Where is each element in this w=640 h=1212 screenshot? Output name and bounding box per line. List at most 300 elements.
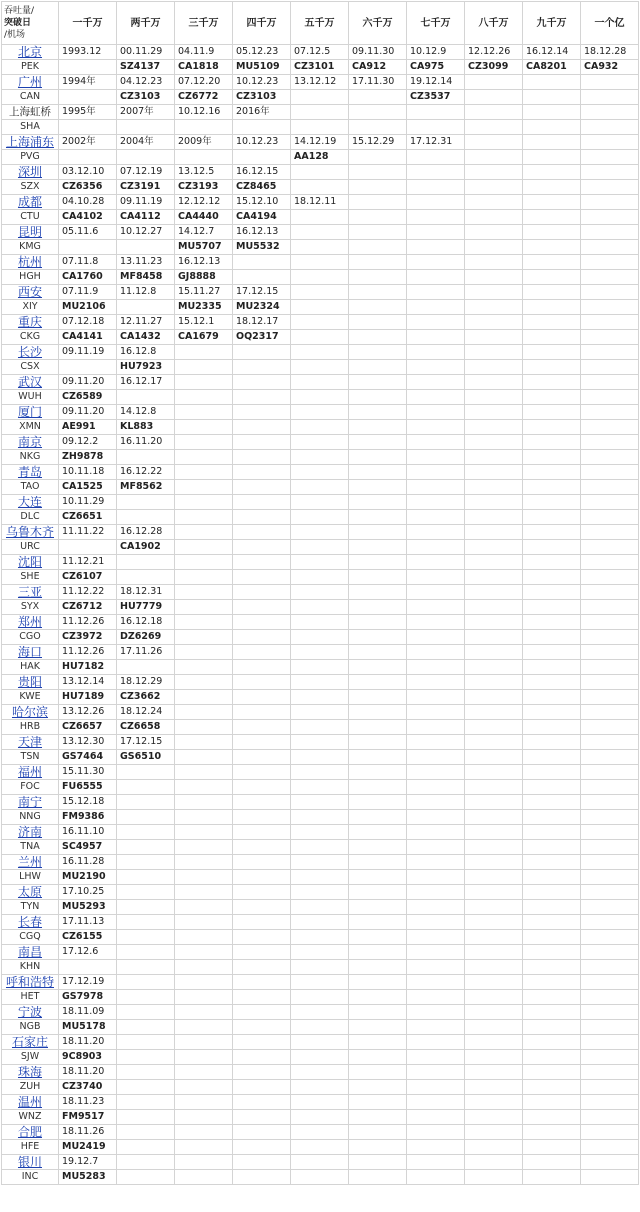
milestone-flight-cell <box>523 690 581 705</box>
milestone-flight-cell <box>175 600 233 615</box>
milestone-date-cell: 13.12.14 <box>59 675 117 690</box>
milestone-date-cell <box>465 1065 523 1080</box>
milestone-flight-cell <box>349 210 407 225</box>
column-header: 八千万 <box>465 2 523 45</box>
milestone-flight-cell <box>175 1110 233 1125</box>
milestone-date-cell <box>175 945 233 960</box>
milestone-date-cell <box>175 705 233 720</box>
milestone-date-cell <box>175 555 233 570</box>
milestone-date-cell <box>291 585 349 600</box>
milestone-flight-cell <box>465 120 523 135</box>
milestone-flight-cell <box>117 120 175 135</box>
milestone-flight-cell <box>407 840 465 855</box>
milestone-flight-cell <box>465 1110 523 1125</box>
table-row-flights <box>2 1020 639 1035</box>
milestone-date-cell <box>233 375 291 390</box>
milestone-flight-cell <box>175 690 233 705</box>
milestone-flight-cell <box>291 1020 349 1035</box>
milestone-flight-cell <box>523 540 581 555</box>
milestone-date-cell <box>349 585 407 600</box>
milestone-date-cell <box>291 165 349 180</box>
milestone-date-cell: 04.11.9 <box>175 45 233 60</box>
milestone-date-cell: 15.12.1 <box>175 315 233 330</box>
milestone-date-cell: 14.12.7 <box>175 225 233 240</box>
milestone-flight-cell <box>349 720 407 735</box>
airport-city-link[interactable]: 石家庄 <box>2 1035 59 1050</box>
corner-header <box>2 2 59 45</box>
milestone-flight-cell <box>291 270 349 285</box>
table-row-dates <box>2 465 639 480</box>
airport-code: INC <box>2 1170 59 1185</box>
milestone-flight-cell <box>523 720 581 735</box>
airport-code: HFE <box>2 1140 59 1155</box>
table-row-dates <box>2 645 639 660</box>
milestone-date-cell <box>117 855 175 870</box>
milestone-flight-cell <box>581 150 639 165</box>
milestone-flight-cell <box>407 1170 465 1185</box>
milestone-flight-cell <box>407 900 465 915</box>
milestone-date-cell: 18.11.23 <box>59 1095 117 1110</box>
milestone-date-cell: 13.12.26 <box>59 705 117 720</box>
milestone-date-cell: 12.11.27 <box>117 315 175 330</box>
airport-city-link[interactable]: 哈尔滨 <box>2 705 59 720</box>
table-row-flights <box>2 210 639 225</box>
milestone-date-cell <box>349 1065 407 1080</box>
milestone-flight-cell <box>349 1080 407 1095</box>
milestone-flight-cell <box>233 1080 291 1095</box>
milestone-flight-cell <box>523 840 581 855</box>
milestone-date-cell <box>407 1155 465 1170</box>
milestone-flight-cell <box>59 360 117 375</box>
airport-city-link[interactable]: 兰州 <box>2 855 59 870</box>
milestone-flight-cell: CZ3101 <box>291 60 349 75</box>
airport-city-link[interactable]: 贵阳 <box>2 675 59 690</box>
milestone-flight-cell <box>465 810 523 825</box>
milestone-flight-cell <box>407 1140 465 1155</box>
table-row-dates <box>2 1125 639 1140</box>
milestone-flight-cell <box>175 660 233 675</box>
airport-city-link[interactable]: 太原 <box>2 885 59 900</box>
milestone-date-cell <box>291 465 349 480</box>
milestone-date-cell <box>465 135 523 150</box>
milestone-date-cell <box>233 1005 291 1020</box>
milestone-flight-cell <box>175 1140 233 1155</box>
milestone-flight-cell <box>465 210 523 225</box>
milestone-flight-cell <box>291 810 349 825</box>
milestone-flight-cell <box>407 660 465 675</box>
milestone-date-cell <box>233 465 291 480</box>
milestone-flight-cell <box>581 330 639 345</box>
table-row-flights <box>2 360 639 375</box>
milestone-flight-cell <box>523 1140 581 1155</box>
milestone-flight-cell <box>291 1140 349 1155</box>
airport-city-link[interactable]: 宁波 <box>2 1005 59 1020</box>
milestone-flight-cell: CA1679 <box>175 330 233 345</box>
table-row-flights <box>2 480 639 495</box>
milestone-flight-cell <box>523 420 581 435</box>
table-row-dates <box>2 195 639 210</box>
milestone-flight-cell: MU2419 <box>59 1140 117 1155</box>
airport-city-link[interactable]: 重庆 <box>2 315 59 330</box>
airport-city-link[interactable]: 济南 <box>2 825 59 840</box>
milestone-flight-cell <box>233 960 291 975</box>
milestone-date-cell <box>349 405 407 420</box>
airport-code: HAK <box>2 660 59 675</box>
milestone-date-cell <box>465 1125 523 1140</box>
milestone-date-cell: 18.12.29 <box>117 675 175 690</box>
milestone-date-cell: 1993.12 <box>59 45 117 60</box>
milestone-date-cell <box>523 105 581 120</box>
milestone-flight-cell <box>233 690 291 705</box>
airport-city-link[interactable]: 南昌 <box>2 945 59 960</box>
milestone-date-cell: 10.12.9 <box>407 45 465 60</box>
airport-code: XIY <box>2 300 59 315</box>
milestone-flight-cell <box>465 450 523 465</box>
milestone-date-cell <box>233 435 291 450</box>
milestone-flight-cell <box>291 510 349 525</box>
milestone-flight-cell: CZ6712 <box>59 600 117 615</box>
milestone-flight-cell <box>117 390 175 405</box>
milestone-flight-cell <box>407 1110 465 1125</box>
airport-code: PVG <box>2 150 59 165</box>
milestone-flight-cell <box>465 510 523 525</box>
milestone-flight-cell <box>581 1020 639 1035</box>
milestone-date-cell: 15.11.30 <box>59 765 117 780</box>
airport-city-link[interactable]: 南宁 <box>2 795 59 810</box>
airport-city-link[interactable]: 银川 <box>2 1155 59 1170</box>
milestone-flight-cell <box>291 720 349 735</box>
milestone-flight-cell: CA4440 <box>175 210 233 225</box>
airport-city-link[interactable]: 昆明 <box>2 225 59 240</box>
milestone-flight-cell <box>291 630 349 645</box>
milestone-flight-cell <box>581 630 639 645</box>
milestone-flight-cell: CA1902 <box>117 540 175 555</box>
milestone-date-cell <box>407 1095 465 1110</box>
milestone-flight-cell: MU5293 <box>59 900 117 915</box>
milestone-date-cell: 17.12.31 <box>407 135 465 150</box>
airport-city-link[interactable]: 成都 <box>2 195 59 210</box>
airport-code: TNA <box>2 840 59 855</box>
milestone-flight-cell <box>407 810 465 825</box>
milestone-flight-cell <box>349 150 407 165</box>
milestone-flight-cell <box>175 930 233 945</box>
milestone-date-cell <box>581 645 639 660</box>
milestone-date-cell: 09.12.2 <box>59 435 117 450</box>
airport-city-link[interactable]: 郑州 <box>2 615 59 630</box>
milestone-flight-cell: GS7464 <box>59 750 117 765</box>
milestone-flight-cell <box>349 780 407 795</box>
airport-city-link[interactable]: 武汉 <box>2 375 59 390</box>
milestone-flight-cell <box>233 540 291 555</box>
table-row-dates <box>2 1155 639 1170</box>
milestone-date-cell <box>465 345 523 360</box>
milestone-date-cell <box>175 615 233 630</box>
milestone-flight-cell <box>291 120 349 135</box>
milestone-date-cell <box>465 165 523 180</box>
table-row-flights <box>2 630 639 645</box>
airport-code: HET <box>2 990 59 1005</box>
milestone-flight-cell <box>349 840 407 855</box>
milestone-flight-cell <box>349 690 407 705</box>
milestone-flight-cell: CZ6155 <box>59 930 117 945</box>
milestone-flight-cell <box>465 390 523 405</box>
milestone-date-cell <box>407 495 465 510</box>
milestone-flight-cell <box>465 840 523 855</box>
milestone-flight-cell <box>407 1020 465 1035</box>
milestone-flight-cell <box>523 870 581 885</box>
milestone-flight-cell <box>175 450 233 465</box>
milestone-date-cell: 15.12.18 <box>59 795 117 810</box>
milestone-date-cell <box>233 345 291 360</box>
milestone-flight-cell <box>233 990 291 1005</box>
airport-city-link[interactable]: 乌鲁木齐 <box>2 525 59 540</box>
milestone-date-cell <box>581 315 639 330</box>
milestone-date-cell <box>523 345 581 360</box>
airport-code: CAN <box>2 90 59 105</box>
milestone-flight-cell <box>117 660 175 675</box>
milestone-flight-cell <box>349 1020 407 1035</box>
airport-city-link: 上海虹桥 <box>2 105 59 120</box>
milestone-flight-cell <box>407 150 465 165</box>
milestone-flight-cell: 9C8903 <box>59 1050 117 1065</box>
milestone-date-cell <box>407 435 465 450</box>
table-row-dates <box>2 1095 639 1110</box>
milestone-flight-cell <box>465 480 523 495</box>
milestone-date-cell <box>233 1065 291 1080</box>
table-row-dates <box>2 735 639 750</box>
airport-city-link[interactable]: 厦门 <box>2 405 59 420</box>
milestone-flight-cell <box>233 900 291 915</box>
milestone-date-cell <box>349 975 407 990</box>
milestone-flight-cell <box>523 930 581 945</box>
airport-code: FOC <box>2 780 59 795</box>
airport-city-link[interactable]: 深圳 <box>2 165 59 180</box>
table-row-flights <box>2 570 639 585</box>
milestone-flight-cell <box>349 930 407 945</box>
milestone-flight-cell: CA1525 <box>59 480 117 495</box>
milestone-date-cell <box>175 1035 233 1050</box>
airport-city-link[interactable]: 长沙 <box>2 345 59 360</box>
airport-city-link[interactable]: 天津 <box>2 735 59 750</box>
milestone-date-cell <box>233 585 291 600</box>
table-row-dates <box>2 315 639 330</box>
airport-city-link[interactable]: 青岛 <box>2 465 59 480</box>
milestone-date-cell <box>117 1065 175 1080</box>
milestone-date-cell <box>465 495 523 510</box>
milestone-flight-cell <box>117 510 175 525</box>
milestone-flight-cell <box>117 1050 175 1065</box>
milestone-flight-cell: MU5109 <box>233 60 291 75</box>
milestone-flight-cell <box>407 330 465 345</box>
milestone-flight-cell <box>117 1020 175 1035</box>
milestone-date-cell <box>523 975 581 990</box>
milestone-flight-cell <box>523 510 581 525</box>
milestone-date-cell <box>233 975 291 990</box>
milestone-flight-cell <box>581 540 639 555</box>
airport-city-link[interactable]: 南京 <box>2 435 59 450</box>
milestone-date-cell <box>349 525 407 540</box>
airport-city-link[interactable]: 合肥 <box>2 1125 59 1140</box>
milestone-date-cell: 09.11.20 <box>59 375 117 390</box>
milestone-date-cell <box>407 465 465 480</box>
milestone-date-cell <box>523 1035 581 1050</box>
milestone-flight-cell: CA8201 <box>523 60 581 75</box>
milestone-date-cell <box>581 1155 639 1170</box>
milestone-flight-cell <box>175 750 233 765</box>
table-row-dates <box>2 225 639 240</box>
milestone-flight-cell <box>407 120 465 135</box>
table-row-flights <box>2 180 639 195</box>
milestone-flight-cell: CA932 <box>581 60 639 75</box>
milestone-date-cell <box>117 1155 175 1170</box>
milestone-date-cell <box>349 615 407 630</box>
milestone-flight-cell <box>581 570 639 585</box>
airport-city-link[interactable]: 温州 <box>2 1095 59 1110</box>
milestone-date-cell: 07.12.20 <box>175 75 233 90</box>
milestone-date-cell: 16.11.20 <box>117 435 175 450</box>
milestone-date-cell <box>233 885 291 900</box>
airport-city-link[interactable]: 呼和浩特 <box>2 975 59 990</box>
milestone-date-cell <box>175 465 233 480</box>
airport-city-link[interactable]: 广州 <box>2 75 59 90</box>
milestone-flight-cell: GJ8888 <box>175 270 233 285</box>
milestone-flight-cell <box>407 930 465 945</box>
airport-code: HRB <box>2 720 59 735</box>
milestone-date-cell <box>233 645 291 660</box>
milestone-flight-cell <box>581 810 639 825</box>
milestone-flight-cell: CZ6657 <box>59 720 117 735</box>
milestone-date-cell: 13.12.30 <box>59 735 117 750</box>
milestone-date-cell <box>175 855 233 870</box>
airport-city-link[interactable]: 珠海 <box>2 1065 59 1080</box>
milestone-flight-cell <box>581 1050 639 1065</box>
milestone-date-cell <box>581 885 639 900</box>
table-row-flights <box>2 240 639 255</box>
milestone-flight-cell: CZ6772 <box>175 90 233 105</box>
milestone-flight-cell <box>523 780 581 795</box>
milestone-flight-cell <box>349 540 407 555</box>
milestone-flight-cell <box>523 1110 581 1125</box>
milestone-flight-cell <box>291 420 349 435</box>
milestone-date-cell <box>233 675 291 690</box>
milestone-flight-cell <box>465 300 523 315</box>
milestone-flight-cell <box>581 930 639 945</box>
milestone-date-cell <box>291 435 349 450</box>
milestone-flight-cell: MU2324 <box>233 300 291 315</box>
table-row-dates <box>2 705 639 720</box>
table-row-flights <box>2 660 639 675</box>
milestone-date-cell <box>523 795 581 810</box>
milestone-flight-cell <box>407 450 465 465</box>
milestone-flight-cell <box>349 750 407 765</box>
airport-city-link[interactable]: 北京 <box>2 45 59 60</box>
milestone-date-cell <box>117 825 175 840</box>
table-row-dates <box>2 825 639 840</box>
milestone-flight-cell <box>465 1170 523 1185</box>
milestone-flight-cell <box>523 210 581 225</box>
milestone-date-cell <box>117 1095 175 1110</box>
milestone-flight-cell <box>59 90 117 105</box>
milestone-date-cell: 18.11.09 <box>59 1005 117 1020</box>
table-row-dates <box>2 975 639 990</box>
milestone-date-cell: 12.12.26 <box>465 45 523 60</box>
milestone-date-cell <box>407 345 465 360</box>
milestone-date-cell: 17.12.15 <box>233 285 291 300</box>
milestone-flight-cell <box>349 180 407 195</box>
table-row-flights <box>2 1110 639 1125</box>
milestone-flight-cell <box>175 810 233 825</box>
airport-city-link[interactable]: 杭州 <box>2 255 59 270</box>
milestone-date-cell <box>349 645 407 660</box>
airport-city-link[interactable]: 长春 <box>2 915 59 930</box>
airport-city-link[interactable]: 福州 <box>2 765 59 780</box>
milestone-flight-cell: CZ3191 <box>117 180 175 195</box>
milestone-date-cell <box>407 525 465 540</box>
milestone-date-cell <box>465 105 523 120</box>
milestone-date-cell <box>581 345 639 360</box>
airport-city-link[interactable]: 大连 <box>2 495 59 510</box>
milestone-date-cell <box>581 825 639 840</box>
milestone-flight-cell <box>117 450 175 465</box>
milestone-flight-cell <box>407 870 465 885</box>
milestone-flight-cell: CA1818 <box>175 60 233 75</box>
milestone-flight-cell: ZH9878 <box>59 450 117 465</box>
milestone-flight-cell: AE991 <box>59 420 117 435</box>
table-row-flights <box>2 1050 639 1065</box>
airport-city-link[interactable]: 海口 <box>2 645 59 660</box>
milestone-date-cell <box>523 915 581 930</box>
airport-city-link[interactable]: 沈阳 <box>2 555 59 570</box>
milestone-date-cell <box>407 285 465 300</box>
milestone-date-cell <box>291 645 349 660</box>
milestone-date-cell <box>291 105 349 120</box>
milestone-date-cell: 04.12.23 <box>117 75 175 90</box>
milestone-flight-cell <box>465 1020 523 1035</box>
milestone-date-cell <box>349 675 407 690</box>
milestone-flight-cell: CZ3193 <box>175 180 233 195</box>
milestone-flight-cell <box>117 1140 175 1155</box>
milestone-flight-cell <box>465 540 523 555</box>
milestone-date-cell <box>233 705 291 720</box>
milestone-date-cell: 15.11.27 <box>175 285 233 300</box>
header-row <box>2 2 639 45</box>
milestone-flight-cell <box>117 810 175 825</box>
milestone-date-cell: 19.12.14 <box>407 75 465 90</box>
table-row-flights <box>2 60 639 75</box>
airport-city-link[interactable]: 上海浦东 <box>2 135 59 150</box>
milestone-date-cell: 15.12.29 <box>349 135 407 150</box>
milestone-flight-cell <box>233 630 291 645</box>
milestone-flight-cell <box>349 1170 407 1185</box>
airport-city-link[interactable]: 西安 <box>2 285 59 300</box>
milestone-date-cell <box>291 765 349 780</box>
milestone-date-cell <box>407 195 465 210</box>
milestone-flight-cell <box>291 600 349 615</box>
airport-code: LHW <box>2 870 59 885</box>
airport-city-link[interactable]: 三亚 <box>2 585 59 600</box>
milestone-date-cell: 17.11.26 <box>117 645 175 660</box>
milestone-flight-cell <box>581 900 639 915</box>
milestone-flight-cell <box>349 330 407 345</box>
milestone-date-cell <box>291 1035 349 1050</box>
milestone-date-cell: 16.11.10 <box>59 825 117 840</box>
milestone-flight-cell: MF8562 <box>117 480 175 495</box>
milestone-date-cell <box>581 945 639 960</box>
milestone-date-cell <box>291 885 349 900</box>
table-row-flights <box>2 150 639 165</box>
milestone-date-cell: 07.11.9 <box>59 285 117 300</box>
milestone-date-cell <box>233 825 291 840</box>
